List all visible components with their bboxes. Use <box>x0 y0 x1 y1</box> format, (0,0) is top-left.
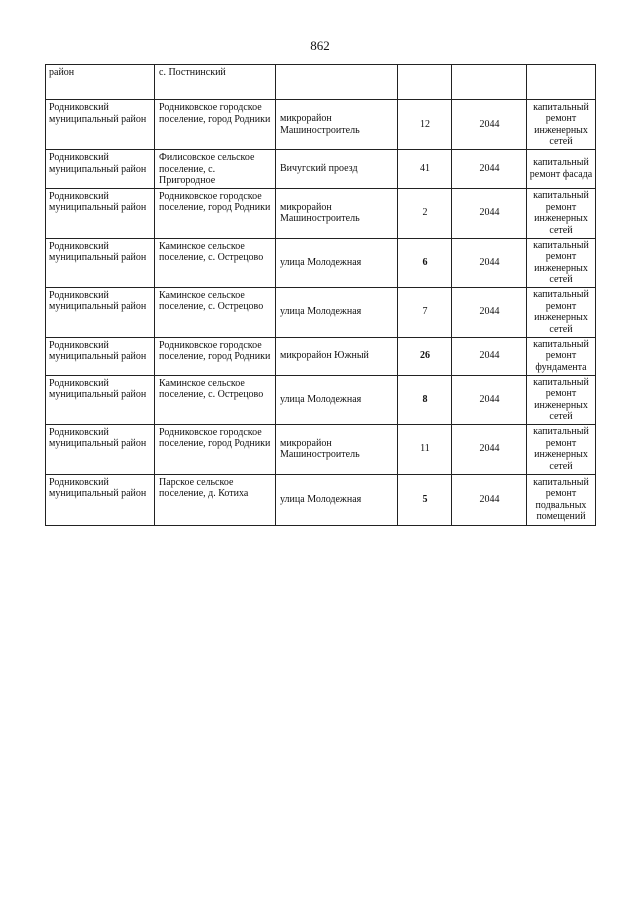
house-number-cell: 5 <box>398 474 452 525</box>
house-number-cell: 2 <box>398 188 452 238</box>
housing-repair-table <box>45 64 596 526</box>
house-number-cell <box>398 65 452 100</box>
year-cell: 2044 <box>452 188 527 238</box>
table-row <box>46 375 596 424</box>
settlement-cell: Каминское сельское поселение, с. Острецово <box>155 375 276 424</box>
table-body <box>46 65 596 526</box>
page-number: 862 <box>310 38 330 53</box>
work-type-cell: капитальный ремонт инженерных сетей <box>527 375 596 424</box>
year-cell: 2044 <box>452 337 527 375</box>
street-cell: улица Молодежная <box>276 375 398 424</box>
settlement-cell: Родниковское городское поселение, город Родники <box>155 100 276 150</box>
house-number-cell: 8 <box>398 375 452 424</box>
work-type-cell: капитальный ремонт инженерных сетей <box>527 287 596 337</box>
municipality-cell: Родниковский муниципальный район <box>46 238 155 287</box>
street-cell: улица Молодежная <box>276 474 398 525</box>
work-type-cell: капитальный ремонт фундамента <box>527 337 596 375</box>
settlement-cell: с. Постнинский <box>155 65 276 100</box>
municipality-cell: Родниковский муниципальный район <box>46 188 155 238</box>
house-number-cell: 26 <box>398 337 452 375</box>
work-type-cell: капитальный ремонт инженерных сетей <box>527 100 596 150</box>
year-cell: 2044 <box>452 474 527 525</box>
year-cell: 2044 <box>452 287 527 337</box>
street-cell: микрорайон Машиностроитель <box>276 100 398 150</box>
municipality-cell: Родниковский муниципальный район <box>46 375 155 424</box>
settlement-cell: Каминское сельское поселение, с. Острецово <box>155 287 276 337</box>
street-cell: микрорайон Машиностроитель <box>276 188 398 238</box>
table-row <box>46 100 596 150</box>
municipality-cell: Родниковский муниципальный район <box>46 424 155 474</box>
year-cell: 2044 <box>452 424 527 474</box>
house-number-cell: 11 <box>398 424 452 474</box>
table-row <box>46 287 596 337</box>
year-cell: 2044 <box>452 238 527 287</box>
table-row <box>46 424 596 474</box>
street-cell <box>276 65 398 100</box>
house-number-cell: 7 <box>398 287 452 337</box>
settlement-cell: Парское сельское поселение, д. Котиха <box>155 474 276 525</box>
work-type-cell: капитальный ремонт подвальных помещений <box>527 474 596 525</box>
municipality-cell: Родниковский муниципальный район <box>46 150 155 189</box>
settlement-cell: Каминское сельское поселение, с. Острецово <box>155 238 276 287</box>
table-row <box>46 65 596 100</box>
year-cell: 2044 <box>452 150 527 189</box>
municipality-cell: Родниковский муниципальный район <box>46 337 155 375</box>
municipality-cell: Родниковский муниципальный район <box>46 474 155 525</box>
municipality-cell: Родниковский муниципальный район <box>46 100 155 150</box>
work-type-cell: капитальный ремонт инженерных сетей <box>527 188 596 238</box>
year-cell: 2044 <box>452 100 527 150</box>
house-number-cell: 12 <box>398 100 452 150</box>
settlement-cell: Родниковское городское поселение, город Родники <box>155 424 276 474</box>
house-number-cell: 6 <box>398 238 452 287</box>
table-row <box>46 188 596 238</box>
year-cell <box>452 65 527 100</box>
street-cell: Вичугский проезд <box>276 150 398 189</box>
street-cell: микрорайон Южный <box>276 337 398 375</box>
settlement-cell: Родниковское городское поселение, город Родники <box>155 337 276 375</box>
year-cell: 2044 <box>452 375 527 424</box>
table-row <box>46 474 596 525</box>
settlement-cell: Родниковское городское поселение, город Родники <box>155 188 276 238</box>
street-cell: улица Молодежная <box>276 238 398 287</box>
municipality-cell: район <box>46 65 155 100</box>
table-row <box>46 238 596 287</box>
street-cell: микрорайон Машиностроитель <box>276 424 398 474</box>
work-type-cell <box>527 65 596 100</box>
work-type-cell: капитальный ремонт фасада <box>527 150 596 189</box>
house-number-cell: 41 <box>398 150 452 189</box>
settlement-cell: Филисовское сельское поселение, с. Пригородное <box>155 150 276 189</box>
work-type-cell: капитальный ремонт инженерных сетей <box>527 238 596 287</box>
work-type-cell: капитальный ремонт инженерных сетей <box>527 424 596 474</box>
table-row <box>46 337 596 375</box>
street-cell: улица Молодежная <box>276 287 398 337</box>
municipality-cell: Родниковский муниципальный район <box>46 287 155 337</box>
table-row <box>46 150 596 189</box>
